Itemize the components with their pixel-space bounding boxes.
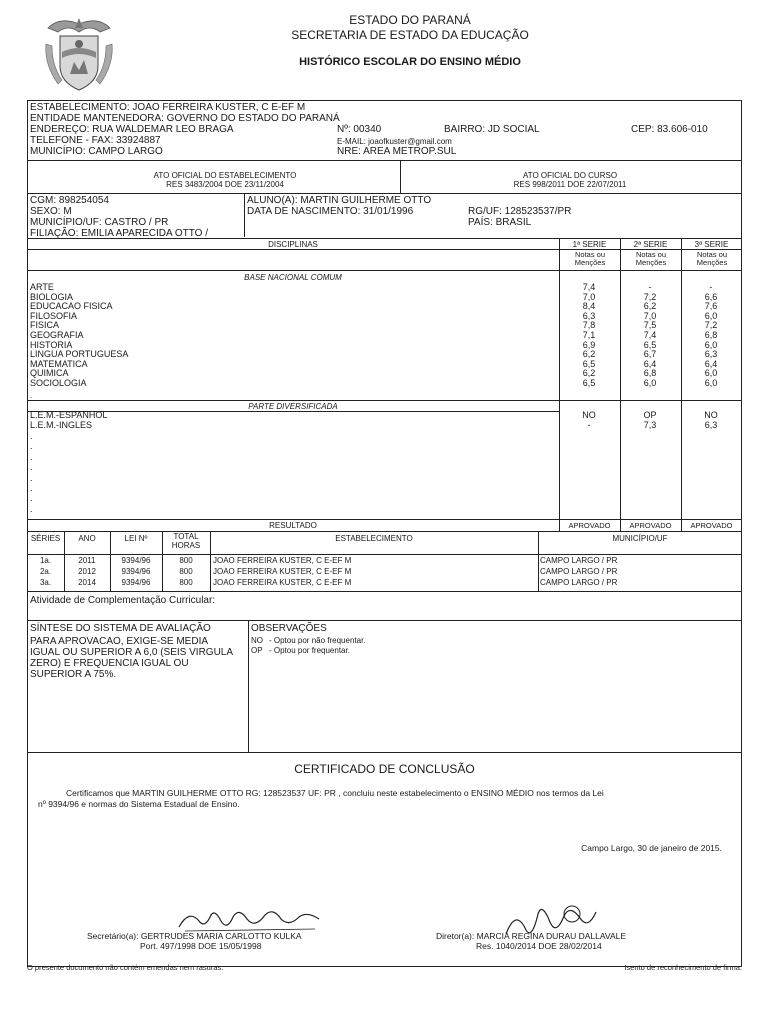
phone-field: TELEFONE - FAX: 33924887 <box>30 135 161 146</box>
subject-grade: 7,8 <box>582 320 596 331</box>
subject-grade: 6,4 <box>643 358 657 369</box>
subject-grade: 6,5 <box>582 358 596 369</box>
observation-code: NO <box>251 636 263 645</box>
subject-grade: - <box>648 282 652 292</box>
row-dot: . <box>30 493 33 504</box>
email-field: E-MAIL: joaofkuster@gmail.com <box>337 137 452 146</box>
director-res: Res. 1040/2014 DOE 28/02/2014 <box>476 941 602 951</box>
certificate-text-line-1: Certificamos que MARTIN GUILHERME OTTO RG: 128523537 UF: PR , concluiu neste estabelecimento o ENSINO MÉDIO nos termos da Lei <box>66 788 604 798</box>
divider <box>27 160 742 161</box>
subject-grade: 7,6 <box>704 301 718 312</box>
history-year: 2012 <box>78 567 96 576</box>
subject-name: L.E.M.-INGLES <box>30 420 93 430</box>
divider <box>27 752 742 753</box>
sex-field: SEXO: M <box>30 206 72 217</box>
cep-field: CEP: 83.606-010 <box>631 124 708 135</box>
establishment-field: ESTABELECIMENTO: JOAO FERREIRA KUSTER, C E-EF M <box>30 102 306 113</box>
cgm-field: CGM: 898254054 <box>30 195 109 206</box>
divider <box>27 238 742 239</box>
subject-name: FILOSOFIA <box>30 310 78 321</box>
subject-name: LINGUA PORTUGUESA <box>30 349 129 360</box>
subject-grade: 8,4 <box>582 301 596 312</box>
disciplines-header: DISCIPLINAS <box>268 240 318 249</box>
history-school: JOAO FERREIRA KUSTER, C E-EF M <box>213 567 352 576</box>
rg-field: RG/UF: 128523537/PR <box>468 206 572 217</box>
subject-grade: OP <box>643 410 657 420</box>
divider <box>27 400 742 401</box>
origin-field: MUNICÍPIO/UF: CASTRO / PR <box>30 217 169 228</box>
subject-grade: 6,4 <box>704 358 718 369</box>
subject-name: HISTORIA <box>30 339 73 350</box>
maintainer-field: ENTIDADE MANTENEDORA: GOVERNO DO ESTADO DO PARANÁ <box>30 113 340 124</box>
subject-grade: 7,0 <box>582 291 596 302</box>
synthesis-title: SÍNTESE DO SISTEMA DE AVALIAÇÃO <box>30 623 211 634</box>
state-name: ESTADO DO PARANÁ <box>349 13 471 27</box>
history-header-year: ANO <box>78 534 96 543</box>
subject-name: FISICA <box>30 320 60 331</box>
synthesis-line-1: PARA APROVACAO, EXIGE-SE MEDIA <box>30 636 209 647</box>
history-year: 2011 <box>78 556 96 565</box>
parents-field: FILIAÇÃO: EMILIA APARECIDA OTTO / <box>30 228 209 239</box>
year-header-3: 3ª SERIE <box>694 240 729 249</box>
result-label: RESULTADO <box>269 521 317 530</box>
history-header-series: SÉRIES <box>30 534 61 543</box>
history-header-school: ESTABELECIMENTO <box>335 534 413 543</box>
subject-name: SOCIOLOGIA <box>30 378 87 388</box>
notes-label-1: Notas ou Menções <box>574 250 606 267</box>
subject-grade: 6,7 <box>643 349 657 360</box>
history-header-hours: TOTAL HORAS <box>171 532 201 550</box>
history-header-law: LEI Nº <box>124 534 148 543</box>
subject-grade: 6,3 <box>704 349 718 360</box>
subject-name: ARTE <box>30 282 54 292</box>
subject-grade: 6,9 <box>582 339 596 350</box>
footer-disclaimer: O presente documento não contém emendas nem rasuras. <box>27 963 224 972</box>
divider <box>27 270 742 271</box>
subject-grade: NO <box>582 410 596 420</box>
subject-name: GEOGRAFIA <box>30 330 84 340</box>
row-dot: . <box>30 441 33 452</box>
country-field: PAÍS: BRASIL <box>468 217 532 228</box>
subject-grade: 6,3 <box>704 420 718 430</box>
history-series: 1a. <box>39 556 52 565</box>
subject-grade: 7,2 <box>643 291 657 302</box>
history-hours: 800 <box>179 567 193 576</box>
synthesis-line-4: SUPERIOR A 75%. <box>30 669 117 680</box>
subject-grade: - <box>587 420 591 430</box>
divider <box>248 620 249 752</box>
subject-grade: 6,2 <box>643 301 657 312</box>
diversified-section-label: PARTE DIVERSIFICADA <box>248 402 338 411</box>
notes-label-2: Notas ou Menções <box>635 250 667 267</box>
divider <box>27 531 742 532</box>
subject-grade: 6,3 <box>582 310 596 321</box>
nre-field: NRE: AREA METROP.SUL <box>337 146 457 157</box>
result-year-1: APROVADO <box>568 521 611 530</box>
subject-grade: - <box>709 282 713 292</box>
subject-grade: 7,5 <box>643 320 657 331</box>
subject-grade: 6,0 <box>704 339 718 350</box>
history-hours: 800 <box>179 578 193 587</box>
course-act-value: RES 998/2011 DOE 22/07/2011 <box>513 180 627 189</box>
history-city: CAMPO LARGO / PR <box>540 556 618 565</box>
subject-grade: 6,0 <box>704 310 718 321</box>
divider <box>27 620 742 621</box>
subject-name: L.E.M.-ESPANHOL <box>30 410 108 420</box>
row-dot: . <box>30 431 33 441</box>
certificate-title: CERTIFICADO DE CONCLUSÃO <box>294 762 475 776</box>
divider <box>27 554 742 555</box>
secretariat-name: SECRETARIA DE ESTADO DA EDUCAÇÃO <box>291 28 529 42</box>
divider <box>559 238 560 531</box>
birth-date-field: DATA DE NASCIMENTO: 31/01/1996 <box>247 206 414 217</box>
parana-coat-of-arms-icon <box>40 14 118 94</box>
subject-grade: 6,2 <box>582 349 596 360</box>
subject-name: BIOLOGIA <box>30 291 74 302</box>
subject-name: QUIMICA <box>30 368 69 379</box>
divider <box>244 193 245 237</box>
director-name: Diretor(a): MARCIA REGINA DURAU DALLAVALE <box>436 931 627 941</box>
history-law: 9394/96 <box>121 556 151 565</box>
divider <box>27 193 742 194</box>
row-dot: . <box>30 451 33 462</box>
row-dot: . <box>30 503 33 514</box>
certificate-text-line-2: nº 9394/96 e normas do Sistema Estadual de Ensino. <box>38 799 240 809</box>
notes-label-3: Notas ou Menções <box>696 250 728 267</box>
place-date: Campo Largo, 30 de janeiro de 2015. <box>581 843 722 853</box>
divider <box>620 238 621 531</box>
establishment-act-value: RES 3483/2004 DOE 23/11/2004 <box>166 180 284 189</box>
row-dot: . <box>30 391 33 400</box>
address-field: ENDEREÇO: RUA WALDEMAR LEO BRAGA <box>30 124 234 135</box>
subject-grade: 7,4 <box>643 330 657 340</box>
history-city: CAMPO LARGO / PR <box>540 578 618 587</box>
municipality-field: MUNICÍPIO: CAMPO LARGO <box>30 146 163 157</box>
complement-label: Atividade de Complementação Curricular: <box>30 595 216 606</box>
result-year-3: APROVADO <box>690 521 733 530</box>
synthesis-line-2: IGUAL OU SUPERIOR A 6,0 (SEIS VIRGULA <box>30 647 234 658</box>
divider <box>27 249 742 250</box>
history-hours: 800 <box>179 556 193 565</box>
establishment-act-label: ATO OFICIAL DO ESTABELECIMENTO <box>153 171 297 180</box>
subject-grade: 6,0 <box>704 378 718 388</box>
secretary-name: Secretário(a): GERTRUDES MARIA CARLOTTO KULKA <box>87 931 302 941</box>
observations-title: OBSERVAÇÕES <box>251 623 327 634</box>
year-header-1: 1ª SERIE <box>572 240 607 249</box>
course-act-label: ATO OFICIAL DO CURSO <box>522 171 618 180</box>
subject-grade: NO <box>704 410 718 420</box>
year-header-2: 2ª SERIE <box>633 240 668 249</box>
row-dot: . <box>30 472 33 483</box>
divider <box>681 238 682 531</box>
subject-grade: 7,1 <box>582 330 596 340</box>
divider <box>27 519 742 520</box>
observation-code: OP <box>251 646 263 655</box>
subject-grade: 6,0 <box>643 378 657 388</box>
synthesis-line-3: ZERO) E FREQUENCIA IGUAL OU <box>30 658 189 669</box>
history-series: 3a. <box>39 578 52 587</box>
subject-grade: 6,5 <box>643 339 657 350</box>
base-section-label: BASE NACIONAL COMUM <box>244 273 342 282</box>
history-school: JOAO FERREIRA KUSTER, C E-EF M <box>213 578 352 587</box>
subject-grade: 6,0 <box>704 368 718 379</box>
subject-grade: 6,8 <box>704 330 718 340</box>
observation-text: - Optou por frequentar. <box>269 646 350 655</box>
row-dot: . <box>30 462 33 473</box>
history-law: 9394/96 <box>121 567 151 576</box>
subject-grade: 7,2 <box>704 320 718 331</box>
footer-exemption: Isento de reconhecimento de firma. <box>624 963 742 972</box>
divider <box>27 591 742 592</box>
student-name-field: ALUNO(A): MARTIN GUILHERME OTTO <box>247 195 432 206</box>
history-school: JOAO FERREIRA KUSTER, C E-EF M <box>213 556 352 565</box>
subject-grade: 7,4 <box>582 282 596 292</box>
history-header-city: MUNICÍPIO/UF <box>612 534 668 543</box>
history-law: 9394/96 <box>121 578 151 587</box>
subject-grade: 7,0 <box>643 310 657 321</box>
history-city: CAMPO LARGO / PR <box>540 567 618 576</box>
history-series: 2a. <box>39 567 52 576</box>
row-dot: . <box>30 483 33 493</box>
subject-grade: 7,3 <box>643 420 657 430</box>
subject-grade: 6,2 <box>582 368 596 379</box>
subject-grade: 6,6 <box>704 291 718 302</box>
district-field: BAIRRO: JD SOCIAL <box>444 124 540 135</box>
history-year: 2014 <box>78 578 96 587</box>
document-title: HISTÓRICO ESCOLAR DO ENSINO MÉDIO <box>299 56 521 68</box>
number-field: Nº: 00340 <box>337 124 382 135</box>
result-year-2: APROVADO <box>629 521 672 530</box>
secretary-signature-icon <box>175 905 325 933</box>
observation-text: - Optou por não frequentar. <box>269 636 366 645</box>
subject-grade: 6,8 <box>643 368 657 379</box>
subject-name: EDUCACAO FISICA <box>30 301 113 312</box>
subject-name: MATEMATICA <box>30 358 88 369</box>
secretary-port: Port. 497/1998 DOE 15/05/1998 <box>140 941 262 951</box>
subject-grade: 6,5 <box>582 378 596 388</box>
